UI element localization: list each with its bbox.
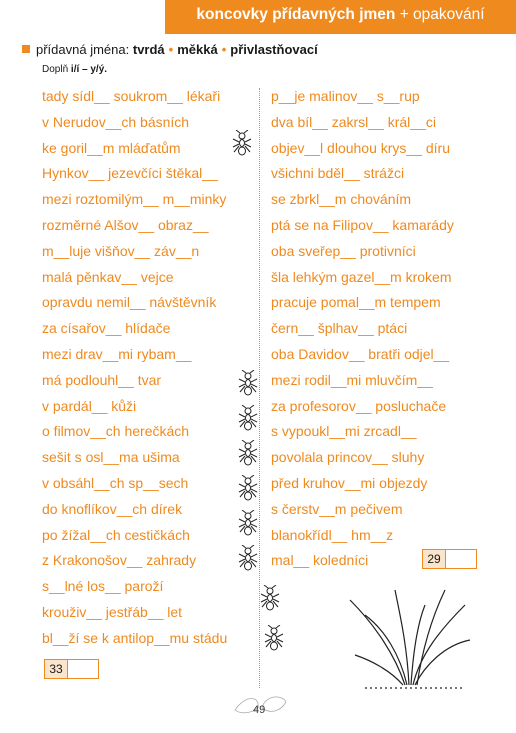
exercise-line: mezi drav__mi rybam__ (42, 345, 192, 362)
exercise-line: p__je malinov__ s__rup (271, 88, 420, 104)
exercise-line: malá pěnkav__ vejce (42, 268, 174, 285)
score-box-left (44, 659, 99, 679)
exercise-line: rozměrné Alšov__ obraz__ (42, 216, 209, 233)
exercise-line: sešit s osl__ma ušima (42, 449, 180, 466)
exercise-line: s__lné los__ paroží (42, 578, 164, 595)
exercise-line: s vypoukl__mi zrcadl__ (271, 423, 417, 440)
exercise-line: m__luje višňov__ záv__n (42, 242, 200, 259)
exercise-line: má podlouhl__ tvar (42, 371, 162, 388)
exercise-line: v Nerudov__ch básních (42, 113, 190, 130)
exercise-line: šla lehkým gazel__m krokem (271, 268, 452, 285)
ant-icon (236, 475, 260, 501)
right-exercise-column (271, 86, 454, 576)
exercise-line: všichni bděl__ strážci (271, 165, 405, 182)
exercise-line: z Krakonošov__ zahrady (42, 552, 197, 569)
exercise-line: se zbrkl__m chováním (271, 191, 412, 208)
exercise-line: dva bíl__ zakrsl__ král__ci (271, 113, 436, 130)
ant-icon (262, 625, 286, 651)
subtitle (22, 42, 318, 57)
exercise-line: povolala princov__ sluhy (271, 449, 425, 466)
exercise-line: za profesorov__ posluchače (271, 397, 447, 414)
type-hard: tvrdá (132, 42, 165, 57)
score-left-value: 33 (45, 660, 68, 678)
exercise-line: do knoflíkov__ch dírek (42, 500, 183, 517)
bullet-square-icon (22, 45, 30, 53)
ant-icon (230, 130, 254, 156)
exercise-line: po žížal__ch cestičkách (42, 526, 190, 543)
exercise-line: s čerstv__m pečivem (271, 500, 403, 517)
exercise-line: opravdu nemil__ návštěvník (42, 294, 217, 311)
ant-icon (236, 370, 260, 396)
ant-icon (258, 585, 282, 611)
exercise-line: objev__l dlouhou krys__ díru (271, 139, 451, 156)
title-bold: koncovky přídavných jmen (196, 6, 396, 23)
exercise-line: pracuje pomal__m tempem (271, 294, 441, 311)
bullet-dot-icon: • (168, 42, 174, 57)
bullet-dot-icon: • (221, 42, 227, 57)
exercise-line: oba Davidov__ bratři odjel__ (271, 345, 450, 362)
instruction-text: Doplň (42, 64, 69, 75)
exercise-line: v pardál__ kůži (42, 397, 137, 414)
exercise-line: mezi rodil__mi mluvčím__ (271, 371, 433, 388)
ant-icon (236, 510, 260, 536)
exercise-line: před kruhov__mi objezdy (271, 474, 428, 491)
page-number: 49 (253, 704, 266, 716)
ant-icon (236, 545, 260, 571)
grass-illustration (345, 585, 475, 695)
exercise-line: blanokřídl__ hm__z (271, 526, 394, 543)
exercise-line: mezi roztomilým__ m__minky (42, 191, 227, 208)
type-possessive: přivlastňovací (230, 42, 318, 57)
score-box-right (422, 549, 477, 569)
score-right-blank[interactable] (446, 550, 476, 568)
instruction-letters: i/í – y/ý. (70, 64, 108, 75)
exercise-line: v obsáhl__ch sp__sech (42, 474, 189, 491)
type-soft: měkká (177, 42, 218, 57)
ant-icon (236, 440, 260, 466)
exercise-line: tady sídl__ soukrom__ lékaři (42, 88, 221, 104)
exercise-line: za císařov__ hlídače (42, 320, 171, 337)
score-left-blank[interactable] (68, 660, 98, 678)
title-rest: + opakování (399, 6, 485, 23)
left-exercise-column (42, 86, 227, 654)
exercise-line: oba sveřep__ protivníci (271, 242, 416, 259)
ant-icon (236, 405, 260, 431)
exercise-line: mal__ koledníci (271, 552, 369, 569)
subtitle-prefix: přídavná jména: (36, 42, 130, 57)
exercise-line: Hynkov__ jezevčíci štěkal__ (42, 165, 218, 182)
exercise-line: čern__ šplhav__ ptáci (271, 320, 408, 337)
header-banner (165, 0, 516, 34)
exercise-line: bl__ží se k antilop__mu stádu (42, 629, 228, 646)
exercise-line: krouživ__ jestřáb__ let (42, 603, 183, 620)
instruction (42, 64, 107, 75)
exercise-line: ke goril__m mláďatům (42, 139, 181, 156)
page-title (165, 6, 516, 24)
exercise-line: o filmov__ch herečkách (42, 423, 190, 440)
exercise-line: ptá se na Filipov__ kamarády (271, 216, 454, 233)
score-right-value: 29 (423, 550, 446, 568)
